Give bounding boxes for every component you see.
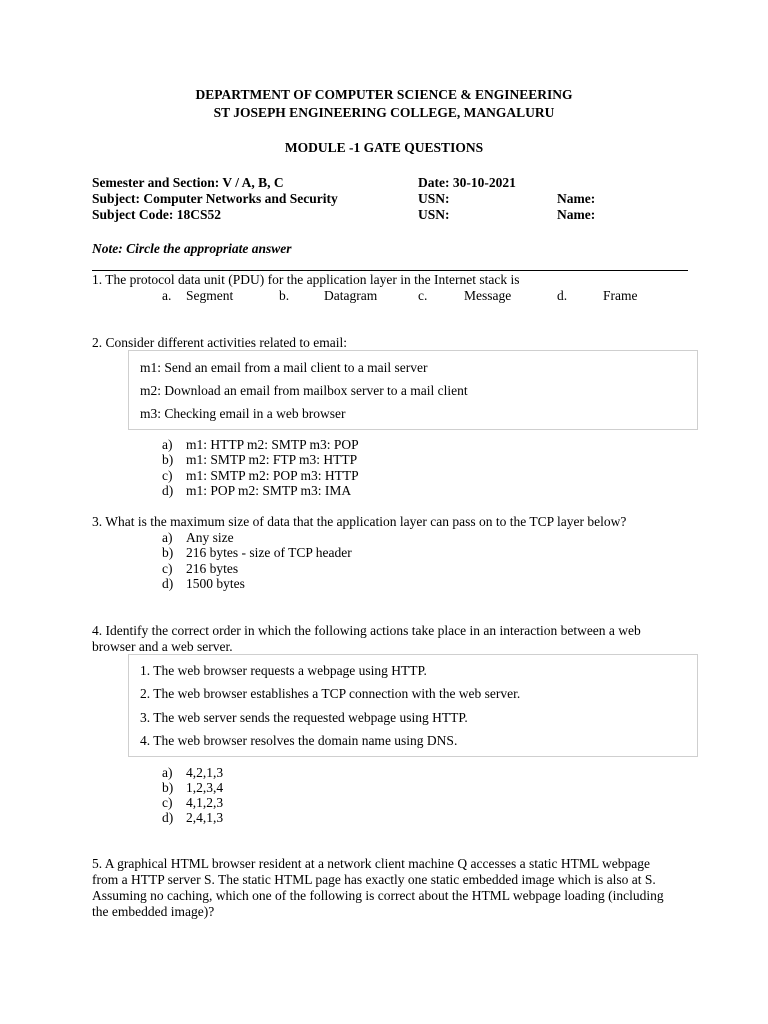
box-line: 1. The web browser requests a webpage using HTTP. xyxy=(140,663,427,678)
option-letter: d) xyxy=(162,810,174,825)
option-text: 216 bytes xyxy=(186,561,239,576)
option-letter: c) xyxy=(162,468,173,483)
box-line: m2: Download an email from mailbox server to a mail client xyxy=(140,383,468,398)
option-text: 1,2,3,4 xyxy=(186,780,224,795)
subject-name: Subject: Computer Networks and Security xyxy=(92,191,338,206)
option-letter: a) xyxy=(162,765,173,780)
question-5-text-line-2: from a HTTP server S. The static HTML page has exactly one static embedded image which is also at S. xyxy=(92,872,656,887)
box-line: m3: Checking email in a web browser xyxy=(140,406,346,421)
question-2-box xyxy=(128,350,698,430)
instruction-note: Note: Circle the appropriate answer xyxy=(92,241,292,256)
option-letter: c) xyxy=(162,561,173,576)
option-text: m1: HTTP m2: SMTP m3: POP xyxy=(186,437,359,452)
option-text: 4,2,1,3 xyxy=(186,765,224,780)
divider-line xyxy=(92,270,688,271)
box-line: 2. The web browser establishes a TCP connection with the web server. xyxy=(140,686,521,701)
usn-label-1: USN: xyxy=(418,191,450,206)
department-title: DEPARTMENT OF COMPUTER SCIENCE & ENGINEERING xyxy=(195,87,573,102)
option-letter: a) xyxy=(162,437,173,452)
subject-code: Subject Code: 18CS52 xyxy=(92,207,222,222)
option-letter: b) xyxy=(162,452,174,467)
option-letter: a. xyxy=(162,288,172,303)
option-text: Datagram xyxy=(324,288,378,303)
question-4-text-line-1: 4. Identify the correct order in which the following actions take place in an interaction between a web xyxy=(92,623,641,638)
college-title: ST JOSEPH ENGINEERING COLLEGE, MANGALURU xyxy=(213,105,555,120)
option-letter: c) xyxy=(162,795,173,810)
option-text: 1500 bytes xyxy=(186,576,245,591)
option-letter: d) xyxy=(162,483,174,498)
option-text: 2,4,1,3 xyxy=(186,810,224,825)
box-line: 4. The web browser resolves the domain name using DNS. xyxy=(140,733,458,748)
option-text: 216 bytes - size of TCP header xyxy=(186,545,352,560)
option-letter: c. xyxy=(418,288,428,303)
question-5-text-line-4: the embedded image)? xyxy=(92,904,215,919)
box-line: 3. The web server sends the requested webpage using HTTP. xyxy=(140,710,468,725)
exam-date: Date: 30-10-2021 xyxy=(418,175,516,190)
question-2-text: 2. Consider different activities related to email: xyxy=(92,335,348,350)
option-letter: b. xyxy=(279,288,290,303)
option-text: 4,1,2,3 xyxy=(186,795,224,810)
option-letter: d. xyxy=(557,288,568,303)
question-3-text: 3. What is the maximum size of data that the application layer can pass on to the TCP layer below? xyxy=(92,514,627,529)
question-1-text: 1. The protocol data unit (PDU) for the application layer in the Internet stack is xyxy=(92,272,520,287)
box-line: m1: Send an email from a mail client to a mail server xyxy=(140,360,428,375)
usn-label-2: USN: xyxy=(418,207,450,222)
question-5-text-line-3: Assuming no caching, which one of the following is correct about the HTML webpage loading (including xyxy=(92,888,664,903)
semester-section: Semester and Section: V / A, B, C xyxy=(92,175,284,190)
option-text: m1: SMTP m2: FTP m3: HTTP xyxy=(186,452,358,467)
option-letter: b) xyxy=(162,780,174,795)
question-4-box xyxy=(128,654,698,757)
option-text: Segment xyxy=(186,288,234,303)
option-letter: a) xyxy=(162,530,173,545)
option-text: m1: SMTP m2: POP m3: HTTP xyxy=(186,468,359,483)
name-label-1: Name: xyxy=(557,191,596,206)
question-4-text-line-2: browser and a web server. xyxy=(92,639,233,654)
option-text: Any size xyxy=(186,530,234,545)
option-letter: d) xyxy=(162,576,174,591)
module-title: MODULE -1 GATE QUESTIONS xyxy=(284,140,484,155)
question-5-text-line-1: 5. A graphical HTML browser resident at a network client machine Q accesses a static HTML webpage xyxy=(92,856,650,871)
option-text: Message xyxy=(464,288,512,303)
option-text: Frame xyxy=(603,288,638,303)
option-text: m1: POP m2: SMTP m3: IMA xyxy=(186,483,352,498)
option-letter: b) xyxy=(162,545,174,560)
name-label-2: Name: xyxy=(557,207,596,222)
